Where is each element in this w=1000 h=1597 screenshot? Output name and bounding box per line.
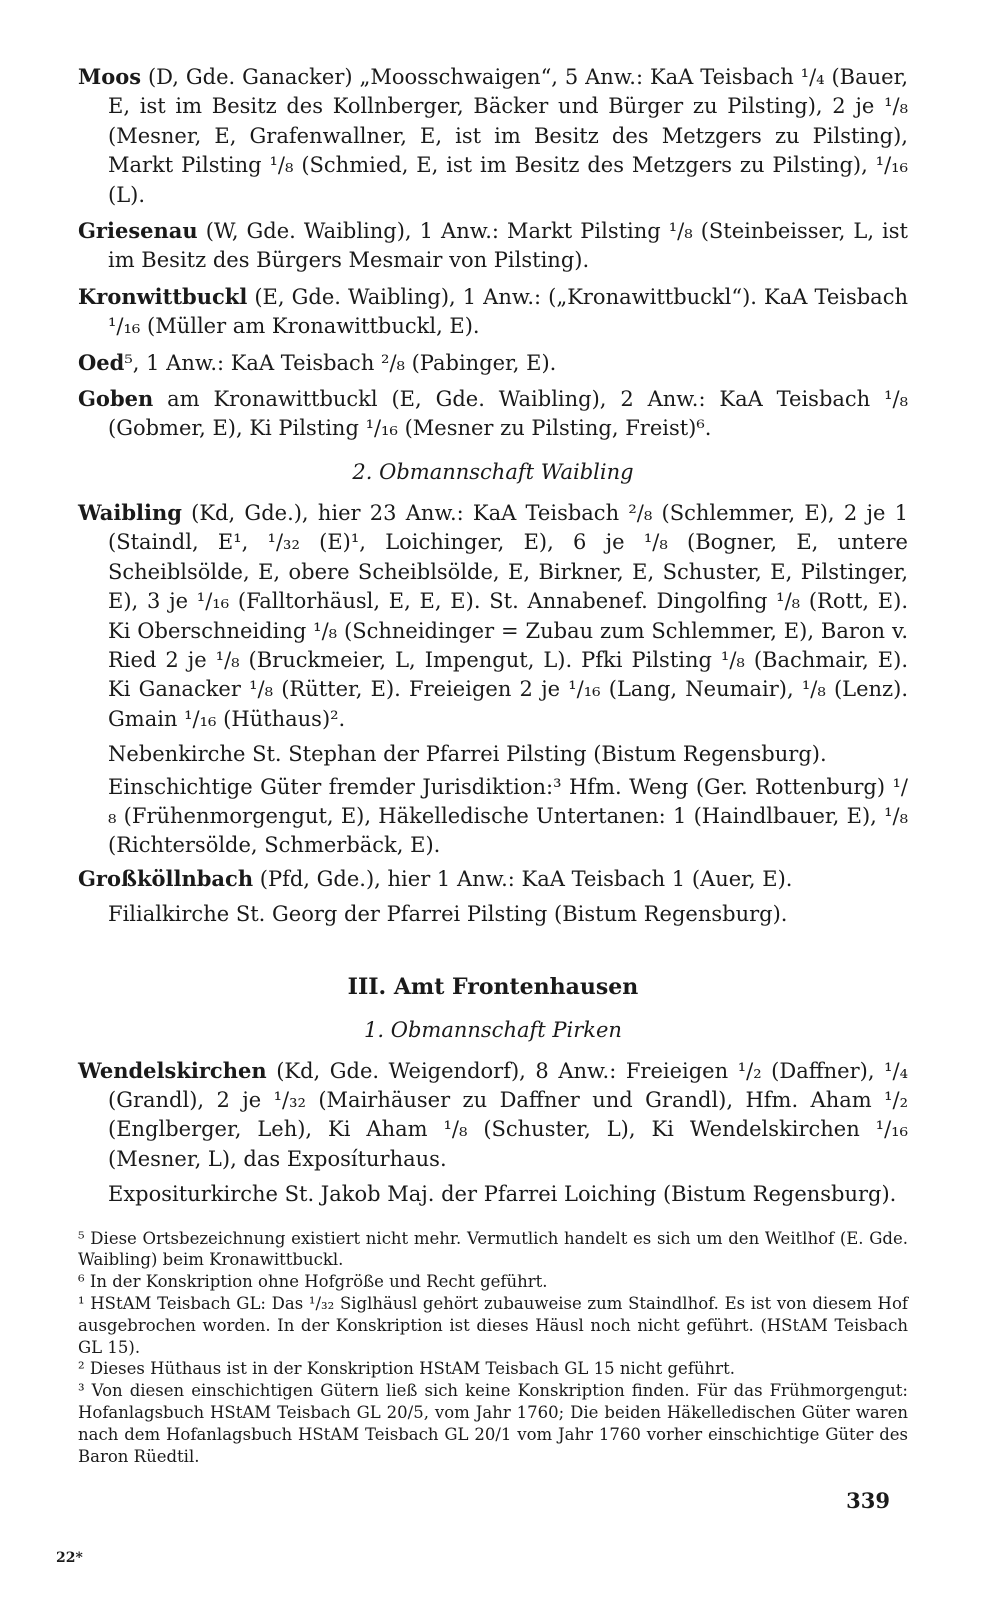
footnote: ³ Von diesen einschichtigen Gütern ließ sich keine Konskription finden. Für das Frühmorgengut: Hofanlagsbuch HStAM Teisbach GL 20/5, vom Jahr 1760; Die beiden Häkelledischen Güter waren nach dem Hofanlagsbuch HStAM Teisbach GL 20/1 vom Jahr 1760 vorher einschichtige Güter des Baron Rüedtil.: [78, 1381, 908, 1466]
entry-continuation: Einschichtige Güter fremder Jurisdiktion:³ Hfm. Weng (Ger. Rottenburg) ¹/₈ (Frühenmorgengut, E), Häkelledische Untertanen: 1 (Haindlbauer, E), ¹/₈ (Richtersölde, Schmerbäck, E).: [108, 774, 908, 858]
footnotes: [78, 1228, 908, 1468]
entry-text: ⁵, 1 Anw.: KaA Teisbach ²/₈ (Pabinger, E).: [124, 350, 557, 375]
place-name: Goben: [78, 386, 154, 412]
entry-text: am Kronawittbuckl (E, Gde. Waibling), 2 Anw.: KaA Teisbach ¹/₈ (Gobmer, E), Ki Pilsting ¹/₁₆ (Mesner zu Pilsting, Freist)⁶.: [108, 387, 908, 441]
place-name: Oed: [78, 349, 125, 375]
entry-continuation: Nebenkirche St. Stephan der Pfarrei Pilsting (Bistum Regensburg).: [108, 742, 827, 767]
entry-wendelskirchen: [78, 1056, 908, 1175]
entry-moos: [78, 62, 908, 210]
page-number: 339: [846, 1488, 890, 1513]
entry-text: (E, Gde. Waibling), 1 Anw.: („Kronawittbuckl“). KaA Teisbach ¹/₁₆ (Müller am Kronawittbuckl, E).: [108, 284, 908, 339]
footnote: ⁵ Diese Ortsbezeichnung existiert nicht mehr. Vermutlich handelt es sich um den Weitlhof (E. Gde. Waibling) beim Kronawittbuckl.: [78, 1228, 908, 1270]
subheading-obmannschaft-pirken: 1. Obmannschaft Pirken: [364, 1017, 622, 1042]
entry-grosskoellnbach: [78, 864, 908, 894]
entry-griesenau: [78, 216, 908, 276]
entry-oed: [78, 348, 908, 378]
entry-waibling: [78, 498, 908, 734]
signature-mark: 22*: [56, 1550, 83, 1566]
section-heading-amt-frontenhausen: III. Amt Frontenhausen: [347, 973, 639, 1000]
footnote: ² Dieses Hüthaus ist in der Konskription HStAM Teisbach GL 15 nicht geführt.: [78, 1359, 735, 1379]
place-name: Großköllnbach: [78, 865, 254, 891]
footnote: ⁶ In der Konskription ohne Hofgröße und Recht geführt.: [78, 1272, 548, 1292]
place-name: Wendelskirchen: [78, 1057, 267, 1083]
entry-text: (D, Gde. Ganacker) „Moosschwaigen“, 5 Anw.: KaA Teisbach ¹/₄ (Bauer, E, ist im Besitz des Kollnberger, Bäcker und Bürger zu Pilsting), 2 je ¹/₈ (Mesner, E, Grafenwallner, E, ist im Besitz des Metzgers zu Pilsting), Markt Pilsting ¹/₈ (Schmied, E, ist im Besitz des Metzgers zu Pilsting), ¹/₁₆ (L).: [108, 65, 908, 207]
entry-text: (Pfd, Gde.), hier 1 Anw.: KaA Teisbach 1 (Auer, E).: [253, 866, 793, 891]
subheading-obmannschaft-waibling: 2. Obmannschaft Waibling: [352, 459, 634, 484]
place-name: Waibling: [78, 499, 182, 525]
entry-goben: [78, 384, 908, 444]
place-name: Kronwittbuckl: [78, 283, 248, 309]
place-name: Moos: [78, 64, 142, 89]
footnote: ¹ HStAM Teisbach GL: Das ¹/₃₂ Siglhäusl gehört zubauweise zum Staindlhof. Es ist von diesem Hof ausgebrochen worden. In der Konskription ist dieses Häusl noch nicht geführt. (HStAM Teisbach GL 15).: [78, 1293, 908, 1357]
entry-continuation: Expositurkirche St. Jakob Maj. der Pfarrei Loiching (Bistum Regensburg).: [108, 1182, 897, 1207]
entry-text: (W, Gde. Waibling), 1 Anw.: Markt Pilsting ¹/₈ (Steinbeisser, L, ist im Besitz des Bürgers Mesmair von Pilsting).: [108, 219, 908, 273]
place-name: Griesenau: [78, 218, 198, 244]
entry-text: (Kd, Gde.), hier 23 Anw.: KaA Teisbach ²/₈ (Schlemmer, E), 2 je 1 (Staindl, E¹, ¹/₃₂ (E)¹, Loichinger, E), 6 je ¹/₈ (Bogner, E, untere Scheiblsölde, E, obere Scheiblsölde, E, Birkner, E, Schuster, E, Pilstinger, E), 3 je ¹/₁₆ (Falltorhäusl, E, E, E). St. Annabenef. Dingolfing ¹/₈ (Rott, E). Ki Oberschneiding ¹/₈ (Schneidinger = Zubau zum Schlemmer, E), Baron v. Ried 2 je ¹/₈ (Bruckmeier, L, Impengut, L). Pfki Pilsting ¹/₈ (Bachmair, E). Ki Ganacker ¹/₈ (Rütter, E). Freieigen 2 je ¹/₁₆ (Lang, Neumair), ¹/₈ (Lenz). Gmain ¹/₁₆ (Hüthaus)².: [108, 500, 908, 731]
entry-text: (Kd, Gde. Weigendorf), 8 Anw.: Freieigen ¹/₂ (Daffner), ¹/₄ (Grandl), 2 je ¹/₃₂ (Mairhäuser zu Daffner und Grandl), Hfm. Aham ¹/₂ (Englberger, Leh), Ki Aham ¹/₈ (Schuster, L), Ki Wendelskirchen ¹/₁₆ (Mesner, L), das Exposíturhaus.: [108, 1058, 908, 1171]
entry-kronwittbuckl: [78, 282, 908, 342]
page-body: [78, 62, 908, 1467]
entry-continuation: Filialkirche St. Georg der Pfarrei Pilsting (Bistum Regensburg).: [108, 902, 788, 927]
